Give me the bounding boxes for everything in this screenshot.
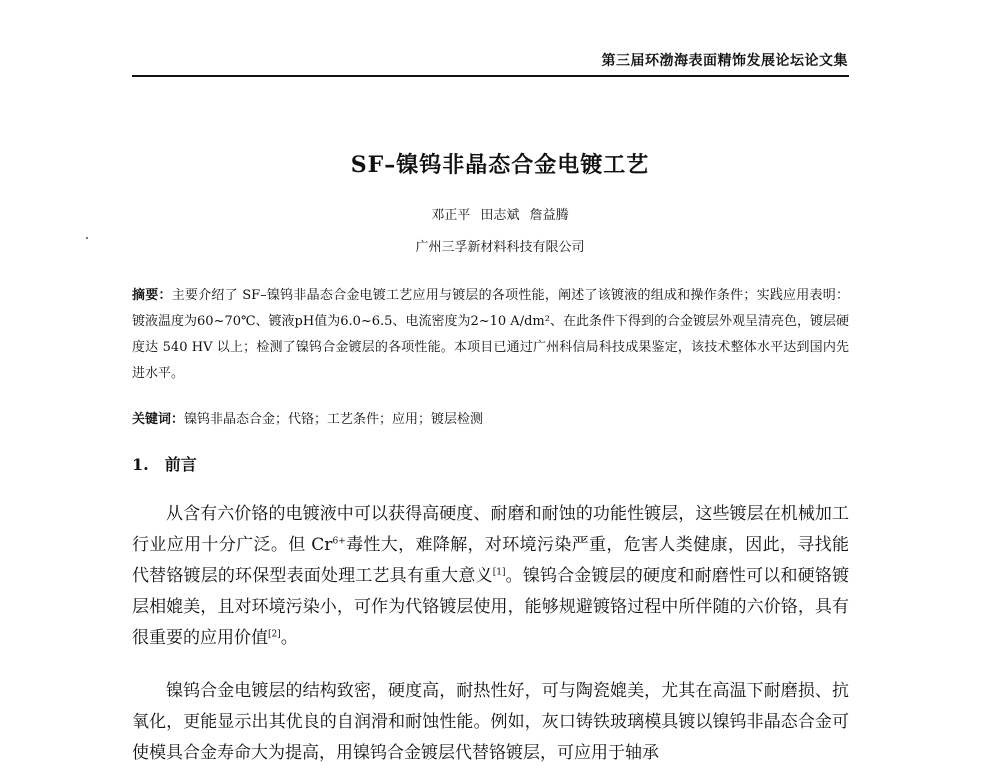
abstract	[132, 283, 849, 387]
section-heading	[132, 452, 197, 475]
body-paragraph-2: 镍钨合金电镀层的结构致密，硬度高，耐热性好，可与陶瓷媲美，尤其在高温下耐磨损、抗氧化，更能显示出其优良的自润滑和耐蚀性能。例如，灰口铸铁玻璃模具镀以镍钨非晶态合金可使模具合金寿命大为提高，用镍钨合金镀层代替铬镀层，可应用于轴承	[132, 681, 849, 763]
p1-text-c: 。镍钨合金镀层的硬度和耐磨性可以和硬铬镀层相媲美，且对环境污染小，可作为代铬镀层使用，能够规避镀铬过程中所伴随的六价铬，具有很重要的应用价值	[132, 566, 850, 648]
paper-authors: 邓正平 田志斌 詹益腾	[431, 208, 569, 223]
p1-text-a: 从含有六价铬的电镀液中可以获得高硬度、耐磨和耐蚀的功能性镀层，这些镀层在机械加工行业应用十分广泛。但 Cr	[132, 504, 849, 555]
section-number: 1.	[132, 455, 149, 474]
keywords-label: 关键词：	[132, 412, 185, 427]
p1-text-d: 。	[280, 628, 298, 648]
keywords	[132, 408, 849, 432]
keywords-text: 镍钨非晶态合金；代铬；工艺条件；应用；镀层检测	[184, 412, 484, 427]
abstract-label: 摘要：	[132, 288, 172, 303]
p1-superscript: 6+	[332, 536, 346, 547]
p1-text-b: 毒性大，难降解，对环境污染严重，危害人类健康，因此，寻找能代替铬镀层的环保型表面处理工艺具有重大意义	[132, 535, 849, 586]
paper-affiliation: 广州三孚新材料科技有限公司	[415, 240, 585, 255]
section-title: 前言	[164, 455, 197, 474]
header-rule	[132, 75, 849, 77]
abstract-text: 主要介绍了 SF–镍钨非晶态合金电镀工艺应用与镀层的各项性能，阐述了该镀液的组成和操作条件；实践应用表明：镀液温度为60~70℃、镀液pH值为6.0~6.5、电流密度为2~10 A/dm²、在此条件下得到的合金镀层外观呈清亮色，镀层硬度达 540 HV 以上；检测了镍钨合金镀层的各项性能。本项目已通过广州科信局科技成果鉴定，该技术整体水平达到国内先进水平。	[132, 288, 849, 381]
running-header: 第三届环渤海表面精饰发展论坛论文集	[601, 53, 848, 69]
paper-title: SF–镍钨非晶态合金电镀工艺	[350, 152, 650, 178]
body-paragraph-1	[132, 499, 849, 654]
citation-ref-1[interactable]: [1]	[492, 567, 506, 578]
citation-ref-2[interactable]: [2]	[268, 629, 281, 640]
